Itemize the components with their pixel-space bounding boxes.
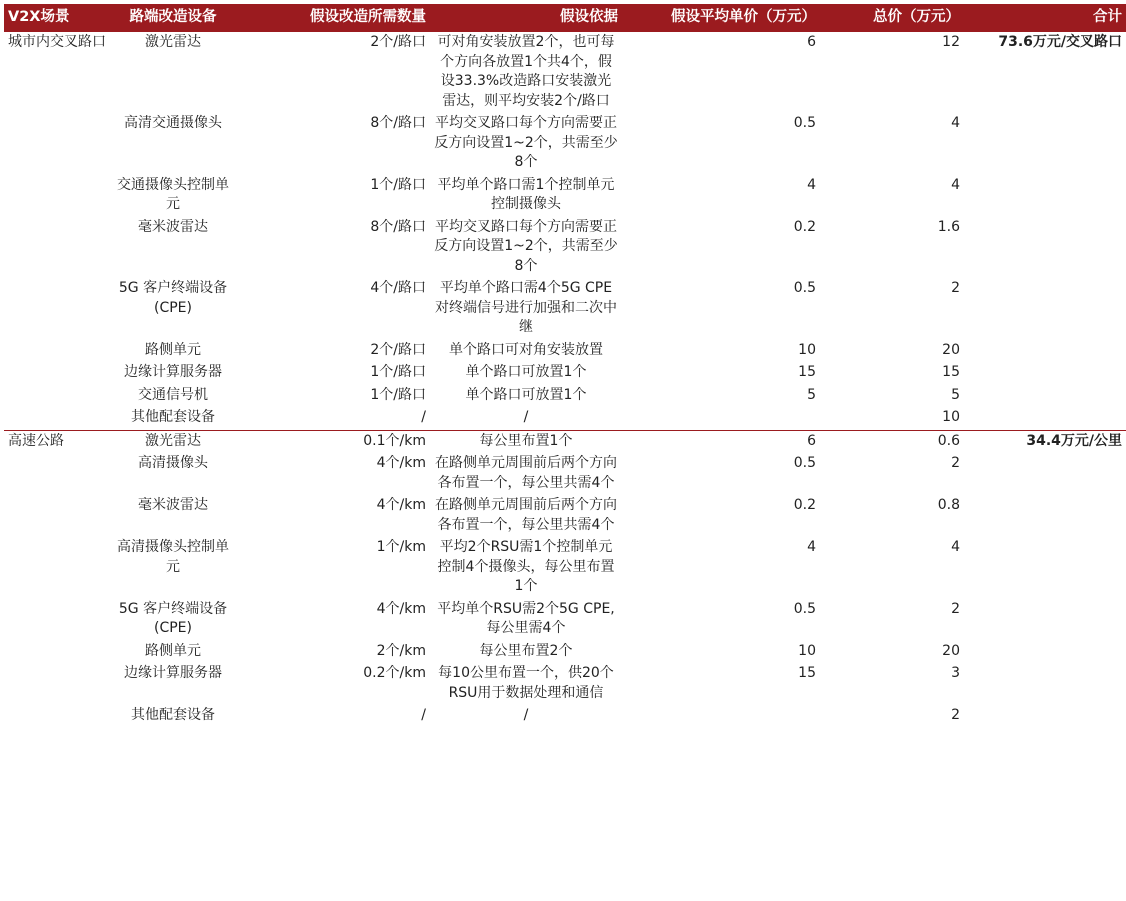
- table-row: [4, 663, 1126, 705]
- total-price-cell: 4: [951, 539, 960, 555]
- total-price-cell: 2: [951, 600, 960, 617]
- total-price-cell: 1.6: [937, 218, 960, 235]
- scene-cell: 城市内交叉路口: [8, 34, 106, 50]
- basis-cell: 平均单个路口需4个5G CPE对终端信号进行加强和二次中继: [435, 280, 617, 335]
- unit-price-cell: 0.2: [793, 218, 816, 235]
- unit-price-cell: 15: [798, 665, 816, 681]
- empty-cell: [964, 113, 1126, 175]
- total-price-cell: 5: [951, 386, 960, 403]
- quantity-cell: 2个/路口: [370, 34, 426, 50]
- empty-cell: [964, 407, 1126, 430]
- device-cell: 路侧单元: [145, 341, 201, 358]
- scene-cell: 高速公路: [8, 432, 64, 449]
- empty-cell: [964, 278, 1126, 340]
- total-price-cell: 20: [942, 341, 960, 358]
- empty-cell: [4, 113, 112, 175]
- unit-price-cell: [622, 705, 820, 728]
- table-row: [4, 362, 1126, 385]
- unit-price-cell: 4: [807, 176, 816, 193]
- quantity-cell: 4个/路口: [370, 280, 426, 296]
- empty-cell: [964, 175, 1126, 217]
- unit-price-cell: 5: [807, 386, 816, 403]
- empty-cell: [4, 641, 112, 664]
- table-row: [4, 705, 1126, 728]
- quantity-cell: 1个/路口: [370, 386, 426, 403]
- quantity-cell: 8个/路口: [370, 218, 426, 235]
- table-body: [4, 32, 1126, 728]
- quantity-cell: 4个/km: [376, 455, 426, 471]
- basis-cell: 平均单个路口需1个控制单元控制摄像头: [437, 176, 615, 212]
- quantity-cell: /: [234, 407, 430, 430]
- total-price-cell: 2: [951, 455, 960, 471]
- device-cell: 毫米波雷达: [138, 497, 208, 513]
- quantity-cell: 2个/路口: [370, 341, 426, 358]
- empty-cell: [964, 495, 1126, 537]
- empty-cell: [4, 385, 112, 408]
- basis-cell: 单个路口可对角安装放置: [449, 341, 603, 358]
- header-device: 路端改造设备: [112, 4, 234, 32]
- unit-price-cell: 0.5: [793, 115, 816, 131]
- unit-price-cell: 0.2: [793, 497, 816, 513]
- basis-cell: 每10公里布置一个，供20个RSU用于数据处理和通信: [438, 665, 614, 701]
- empty-cell: [964, 537, 1126, 599]
- quantity-cell: 0.1个/km: [363, 432, 426, 449]
- unit-price-cell: 0.5: [793, 455, 816, 471]
- table-row: [4, 641, 1126, 664]
- table-row: [4, 217, 1126, 279]
- table-row: [4, 495, 1126, 537]
- empty-cell: [964, 453, 1126, 495]
- unit-price-cell: [622, 407, 820, 430]
- quantity-cell: 4个/km: [376, 497, 426, 513]
- device-cell: 交通信号机: [138, 386, 208, 403]
- table-row: [4, 385, 1126, 408]
- header-basis: 假设依据: [430, 4, 622, 32]
- header-total-price: 总价（万元）: [820, 4, 964, 32]
- device-cell: 交通摄像头控制单元: [117, 176, 229, 212]
- empty-cell: [4, 175, 112, 217]
- section-total-cell: 34.4万元/公里: [1026, 432, 1122, 449]
- basis-cell: 每公里布置2个: [479, 642, 573, 659]
- unit-price-cell: 6: [807, 34, 816, 50]
- basis-cell: /: [523, 707, 529, 723]
- device-cell: 激光雷达: [145, 34, 201, 50]
- unit-price-cell: 10: [798, 642, 816, 659]
- basis-cell: 可对角安装放置2个，也可每个方向各放置1个共4个，假设33.3%改造路口安装激光雷达，则平均安装2个/路口: [437, 34, 615, 109]
- unit-price-cell: 15: [798, 364, 816, 380]
- quantity-cell: 2个/km: [376, 642, 426, 659]
- empty-cell: [964, 217, 1126, 279]
- empty-cell: [964, 340, 1126, 363]
- total-price-cell: 4: [951, 115, 960, 131]
- basis-cell: 单个路口可放置1个: [465, 364, 587, 380]
- device-cell: 路侧单元: [145, 642, 201, 659]
- table-row: [4, 175, 1126, 217]
- quantity-cell: 1个/km: [376, 539, 426, 555]
- device-cell: 其他配套设备: [131, 707, 215, 723]
- total-price-cell: 20: [942, 642, 960, 659]
- total-price-cell: 15: [942, 364, 960, 380]
- basis-cell: 平均交叉路口每个方向需要正反方向设置1~2个，共需至少8个: [434, 115, 618, 170]
- quantity-cell: 1个/路口: [370, 364, 426, 380]
- device-cell: 高清摄像头控制单元: [117, 539, 229, 575]
- empty-cell: [4, 599, 112, 641]
- empty-cell: [4, 705, 112, 728]
- table-row: [4, 430, 1126, 453]
- table-row: [4, 113, 1126, 175]
- table-row: [4, 537, 1126, 599]
- header-unit-price: 假设平均单价（万元）: [622, 4, 820, 32]
- device-cell: 高清摄像头: [138, 455, 208, 471]
- quantity-cell: 8个/路口: [370, 115, 426, 131]
- unit-price-cell: 6: [807, 432, 816, 449]
- device-cell: 其他配套设备: [112, 407, 234, 430]
- empty-cell: [964, 641, 1126, 664]
- basis-cell: 平均2个RSU需1个控制单元控制4个摄像头，每公里布置1个: [437, 539, 615, 594]
- total-price-cell: 3: [951, 665, 960, 681]
- basis-cell: 在路侧单元周围前后两个方向各布置一个，每公里共需4个: [435, 497, 617, 533]
- table-row: [4, 453, 1126, 495]
- total-price-cell: 12: [942, 34, 960, 50]
- device-cell: 5G 客户终端设备(CPE): [118, 600, 228, 636]
- quantity-cell: /: [421, 707, 426, 723]
- empty-cell: [964, 362, 1126, 385]
- empty-cell: [964, 663, 1126, 705]
- empty-cell: [4, 663, 112, 705]
- empty-cell: [4, 537, 112, 599]
- total-price-cell: 0.6: [937, 432, 960, 449]
- device-cell: 边缘计算服务器: [124, 665, 222, 681]
- empty-cell: [4, 362, 112, 385]
- empty-cell: [964, 705, 1126, 728]
- device-cell: 边缘计算服务器: [124, 364, 222, 380]
- device-cell: 激光雷达: [145, 432, 201, 449]
- basis-cell: /: [430, 407, 622, 430]
- table-row: [4, 599, 1126, 641]
- basis-cell: 每公里布置1个: [479, 432, 573, 449]
- unit-price-cell: 0.5: [793, 600, 816, 617]
- empty-cell: [4, 495, 112, 537]
- table-row: [4, 407, 1126, 430]
- total-price-cell: 4: [951, 176, 960, 193]
- empty-cell: [4, 278, 112, 340]
- quantity-cell: 4个/km: [376, 600, 426, 617]
- total-price-cell: 2: [951, 707, 960, 723]
- unit-price-cell: 10: [798, 341, 816, 358]
- device-cell: 毫米波雷达: [138, 218, 208, 235]
- header-row: [4, 4, 1126, 32]
- empty-cell: [4, 407, 112, 430]
- unit-price-cell: 4: [807, 539, 816, 555]
- section-total-cell: 73.6万元/交叉路口: [998, 34, 1122, 50]
- device-cell: 5G 客户终端设备(CPE): [118, 280, 228, 316]
- header-sum: 合计: [964, 4, 1126, 32]
- empty-cell: [964, 385, 1126, 408]
- empty-cell: [964, 599, 1126, 641]
- table-row: [4, 278, 1126, 340]
- basis-cell: 平均单个RSU需2个5G CPE,每公里需4个: [437, 600, 615, 636]
- quantity-cell: 1个/路口: [370, 176, 426, 193]
- header-quantity: 假设改造所需数量: [234, 4, 430, 32]
- basis-cell: 单个路口可放置1个: [465, 386, 587, 403]
- total-price-cell: 2: [951, 280, 960, 296]
- total-price-cell: 10: [820, 407, 964, 430]
- unit-price-cell: 0.5: [793, 280, 816, 296]
- cost-table: [4, 4, 1126, 728]
- header-scene: V2X场景: [4, 4, 112, 32]
- empty-cell: [4, 453, 112, 495]
- basis-cell: 平均交叉路口每个方向需要正反方向设置1~2个，共需至少8个: [434, 218, 618, 274]
- empty-cell: [4, 340, 112, 363]
- table-row: [4, 32, 1126, 113]
- quantity-cell: 0.2个/km: [363, 665, 426, 681]
- basis-cell: 在路侧单元周围前后两个方向各布置一个，每公里共需4个: [435, 455, 617, 491]
- table-row: [4, 340, 1126, 363]
- empty-cell: [4, 217, 112, 279]
- total-price-cell: 0.8: [937, 497, 960, 513]
- device-cell: 高清交通摄像头: [124, 115, 222, 131]
